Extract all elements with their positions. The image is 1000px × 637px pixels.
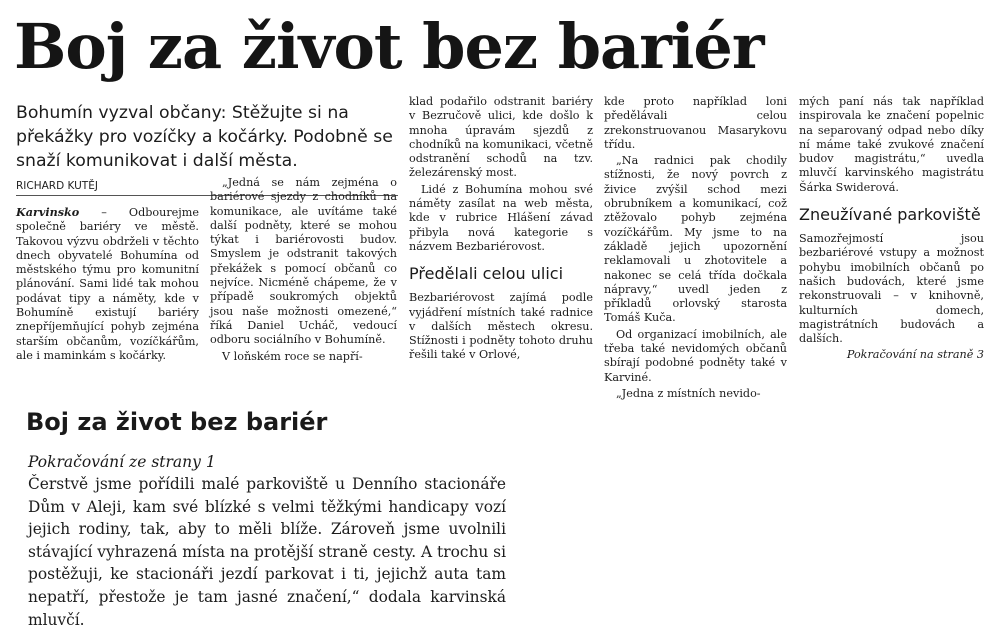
paragraph: Lidé z Bohumína mohou své náměty zasílat na web města, kde v rubrice Hlášení závad přibyla nová kategorie s názvem Bezbariérovost. [409,182,593,253]
text-column-3 [409,95,593,385]
author-byline: RICHARD KUTĚJ [16,179,398,196]
paragraph: Od organizací imobilních, ale třeba také nevidomých občanů sbírají podobné podněty také v Karviné. [604,327,787,384]
paragraph: kde proto například loni předělávali celou zrekonstruovanou Masarykovu třídu. [604,95,787,151]
paragraph: Bezbariérovost zajímá podle vyjádření místních také radnice v dalších městech okresu. Stížnosti i podněty tohoto druhu řešili také v Orlové, [409,291,593,362]
text-column-5 [799,95,984,395]
paragraph: V loňském roce se napří- [222,349,363,363]
continuation-title: Boj za život bez bariér [26,408,328,436]
text-column-2 [210,176,397,386]
continuation-section [16,406,506,631]
paragraph [16,205,199,363]
section-heading: Zneužívané parkoviště [799,205,981,225]
paragraph: „Na radnici pak chodily stížnosti, že nový povrch z živice zvýšil schod mezi obrubníkem a komunikací, což ztěžovalo pohyb zejména vozíčkářům. My jsme to na základě jejich upozornění reklamovali u zhotovitele a nakonec se celá třída dočkala nápravy,“ uvedl jeden z příkladů orlovský starosta Tomáš Kuča. [604,154,787,325]
article-headline: Boj za život bez bariér [14,10,764,83]
paragraph: Samozřejmostí jsou bezbariérové vstupy a možnost pohybu imobilních občanů po našich budovách, které jsme rekonstruovali – v knihovně, kulturních domech, magistrátních budovách a dalších. [799,232,984,346]
paragraph-text: – Odbourejme společně bariéry ve městě. Takovou výzvu obdrželi v těchto dnech obyvatelé Bohumína od městského týmu pro komunitní plánování. Sami lidé tak mohou podávat tipy a náměty, kde v Bohumíně existují bariéry znepříjemňující pohyb zejména starším občanům, vozíčkářům, ale i maminkám s kočárky. [16,206,199,362]
text-column-4 [604,95,787,400]
section-heading: Předělali celou ulici [409,264,564,284]
paragraph: klad podařilo odstranit bariéry v Bezručově ulici, kde došlo k mnoha úpravám sjezdů z chodníků na komunikaci, včetně odstranění schodů na tzv. železárenský most. [409,95,593,180]
continuation-subtitle: Pokračování ze strany 1 [28,453,216,471]
continuation-text: Čerstvě jsme pořídili malé parkoviště u Denního stacionáře Dům v Aleji, kam své blízké s velmi těžkými handicapy vozí jejich rodiny, tak, aby to měli blíže. Zároveň jsme uvolnili stávající vyhrazená místa na protější straně cesty. A trochu si postěžuji, ke stacionáři jezdí parkovat i ti, jejichž auta tam nepatří, přestože je tam jasné značení,“ dodala karvinská mluvčí. [28,475,506,629]
text-column-1 [16,205,199,385]
continued-reference: Pokračování na straně 3 [846,348,984,362]
location-label: Karvinsko [16,205,80,219]
paragraph: „Jedna z místních nevido- [616,386,761,400]
paragraph: mých paní nás tak například inspirovala ke značení popelnic na separovaný odpad nebo díky ní máme také zvukové značení budov magistrátu,“ uvedla mluvčí karvinského magistrátu Šárka Swiderová. [799,95,984,194]
article-lead: Bohumín vyzval občany: Stěžujte si na překážky pro vozíčky a kočárky. Podobně se snaží komunikovat i další města. [16,103,393,171]
paragraph: „Jedná se nám zejména o bariérové sjezdy z chodníků na komunikace, ale uvítáme také další podněty, které se mohou týkat i bariérovosti budov. Smyslem je odstranit takových překážek s pomocí občanů co nejvíce. Nicméně chápeme, že v případě soukromých objektů jsou naše možnosti omezené,“ říká Daniel Ucháč, vedoucí odboru sociálního v Bohumíně. [210,176,397,347]
